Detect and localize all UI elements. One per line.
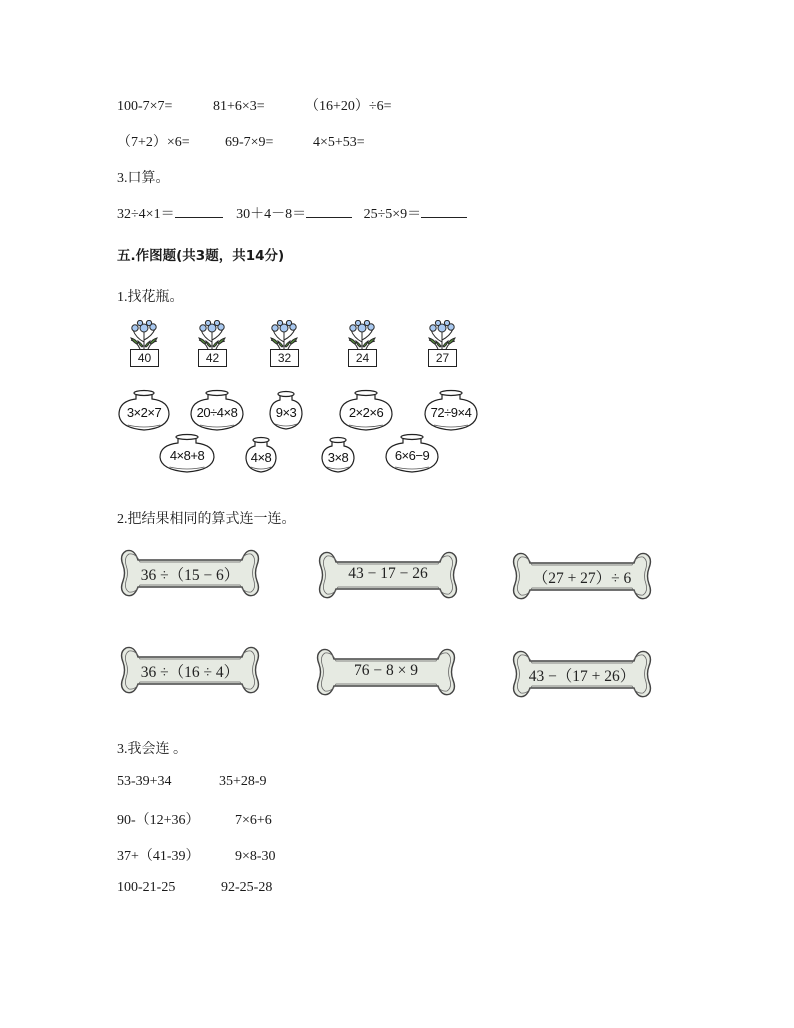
q3-row <box>117 809 272 829</box>
bone-expression: （27 + 27）÷ 6 <box>532 570 632 587</box>
vase[interactable] <box>117 388 171 432</box>
vase-expression: 4×8+8 <box>169 447 205 463</box>
bone-card[interactable] <box>120 546 260 600</box>
calc-item: （7+2）×6= <box>117 135 190 150</box>
flower-pot[interactable] <box>190 320 234 370</box>
bone-expression: 36 ÷（15 − 6） <box>140 567 240 584</box>
calc-item: 4×5+53= <box>313 135 365 150</box>
q3-left: 90-（12+36） <box>117 813 200 828</box>
flower-icon <box>426 320 458 350</box>
flower-pot[interactable] <box>262 320 306 370</box>
vase[interactable] <box>384 432 440 474</box>
calc-item: 81+6×3= <box>213 99 265 114</box>
flower-icon <box>128 320 160 350</box>
calc-row-1 <box>117 95 391 115</box>
calc-item: 69-7×9= <box>225 135 274 150</box>
pot-number: 27 <box>428 349 457 367</box>
flower-icon <box>268 320 300 350</box>
oral-title: 3.口算。 <box>117 171 170 186</box>
bone-expression: 36 ÷（16 ÷ 4） <box>140 664 240 681</box>
vase-expression: 6×6−9 <box>394 447 430 463</box>
q3-right: 35+28-9 <box>219 774 267 789</box>
bone-expression: 76 − 8 × 9 <box>354 662 418 679</box>
oral-item: 30＋4－8＝ <box>236 207 307 222</box>
vase[interactable] <box>338 388 394 432</box>
pot-number: 32 <box>270 349 299 367</box>
vase-expression: 20÷4×8 <box>196 404 238 420</box>
flower-pot[interactable] <box>420 320 464 370</box>
bone-card[interactable] <box>318 548 458 602</box>
vase[interactable] <box>158 432 216 474</box>
bone-card[interactable] <box>120 643 260 697</box>
vase-expression: 2×2×6 <box>348 404 384 420</box>
flower-pot[interactable] <box>340 320 384 370</box>
oral-item: 25÷5×9＝ <box>363 207 422 222</box>
vase[interactable] <box>268 389 304 431</box>
q3-right: 92-25-28 <box>221 880 273 895</box>
pot-number: 40 <box>130 349 159 367</box>
vase[interactable] <box>244 435 278 474</box>
q3-left: 37+（41-39） <box>117 849 200 864</box>
vase-expression: 9×3 <box>275 404 297 420</box>
vase-expression: 3×2×7 <box>126 404 162 420</box>
vase[interactable] <box>320 435 356 474</box>
q3-title: 3.我会连 。 <box>117 742 187 757</box>
section-heading: 五.作图题(共3题，共14分) <box>117 248 285 264</box>
bone-expression: 43 −（17 + 26） <box>528 668 636 685</box>
flower-icon <box>196 320 228 350</box>
q3-right: 9×8-30 <box>235 849 276 864</box>
vase-expression: 3×8 <box>327 449 349 465</box>
q3-left: 53-39+34 <box>117 774 172 789</box>
q1-title: 1.找花瓶。 <box>117 290 184 305</box>
answer-blank[interactable] <box>175 203 223 218</box>
oral-row <box>117 203 467 223</box>
calc-row-2 <box>117 131 365 151</box>
oral-item: 32÷4×1＝ <box>117 207 175 222</box>
q3-row <box>117 774 267 790</box>
q3-left: 100-21-25 <box>117 880 176 895</box>
q3-row <box>117 880 272 896</box>
pot-number: 42 <box>198 349 227 367</box>
bone-card[interactable] <box>512 549 652 603</box>
flower-icon <box>346 320 378 350</box>
vase-expression: 72÷9×4 <box>430 404 472 420</box>
calc-item: （16+20）÷6= <box>305 99 392 114</box>
pot-number: 24 <box>348 349 377 367</box>
bone-card[interactable] <box>512 647 652 701</box>
flower-pot[interactable] <box>122 320 166 370</box>
calc-item: 100-7×7= <box>117 99 173 114</box>
vase-expression: 4×8 <box>250 449 272 465</box>
vase[interactable] <box>189 388 245 432</box>
q3-right: 7×6+6 <box>235 813 272 828</box>
answer-blank[interactable] <box>421 203 467 218</box>
vase[interactable] <box>423 388 479 432</box>
bone-card[interactable] <box>316 645 456 699</box>
q2-title: 2.把结果相同的算式连一连。 <box>117 512 296 527</box>
answer-blank[interactable] <box>306 203 352 218</box>
bone-expression: 43 − 17 − 26 <box>348 565 428 582</box>
q3-row <box>117 845 276 865</box>
